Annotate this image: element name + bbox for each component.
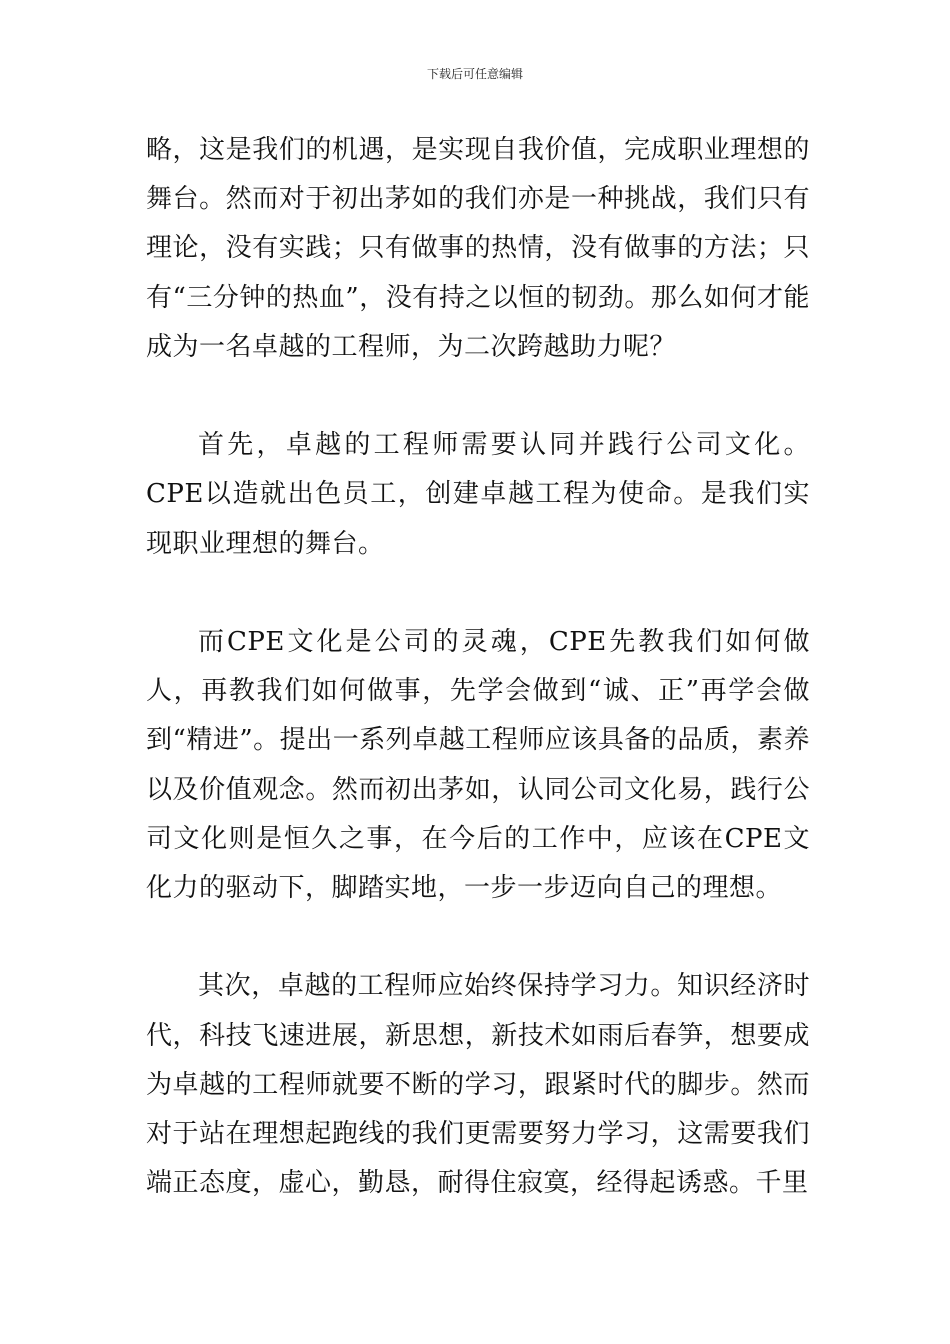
paragraph-learning: 其次，卓越的工程师应始终保持学习力。知识经济时代，科技飞速进展，新思想，新技术如雨后春笋，想要成为卓越的工程师就要不断的学习，跟紧时代的脚步。然而对于站在理想起跑线的我们更需要努力学习，这需要我们端正态度，虚心，勤恳，耐得住寂寞，经得起诱惑。千里: [146, 971, 810, 1199]
page-header: 下载后可任意编辑: [426, 67, 523, 81]
paragraph-cpe-culture: 而CPE文化是公司的灵魂，CPE先教我们如何做人，再教我们如何做事，先学会做到“诚、正”再学会做到“精进”。提出一系列卓越工程师应该具备的品质，素养以及价值观念。然而初出茅如，认同公司文化易，践行公司文化则是恒久之事，在今后的工作中，应该在CPE文化力的驱动下，脚踏实地，一步一步迈向自己的理想。: [146, 627, 810, 904]
paragraph-culture: 首先，卓越的工程师需要认同并践行公司文化。CPE以造就出色员工，创建卓越工程为使命。是我们实现职业理想的舞台。: [146, 430, 810, 559]
document-body: [146, 126, 810, 1208]
paragraph-continued: 略，这是我们的机遇，是实现自我价值，完成职业理想的舞台。然而对于初出茅如的我们亦是一种挑战，我们只有理论，没有实践；只有做事的热情，没有做事的方法；只有“三分钟的热血”，没有持之以恒的韧劲。那么如何才能成为一名卓越的工程师，为二次跨越助力呢？: [146, 135, 810, 362]
